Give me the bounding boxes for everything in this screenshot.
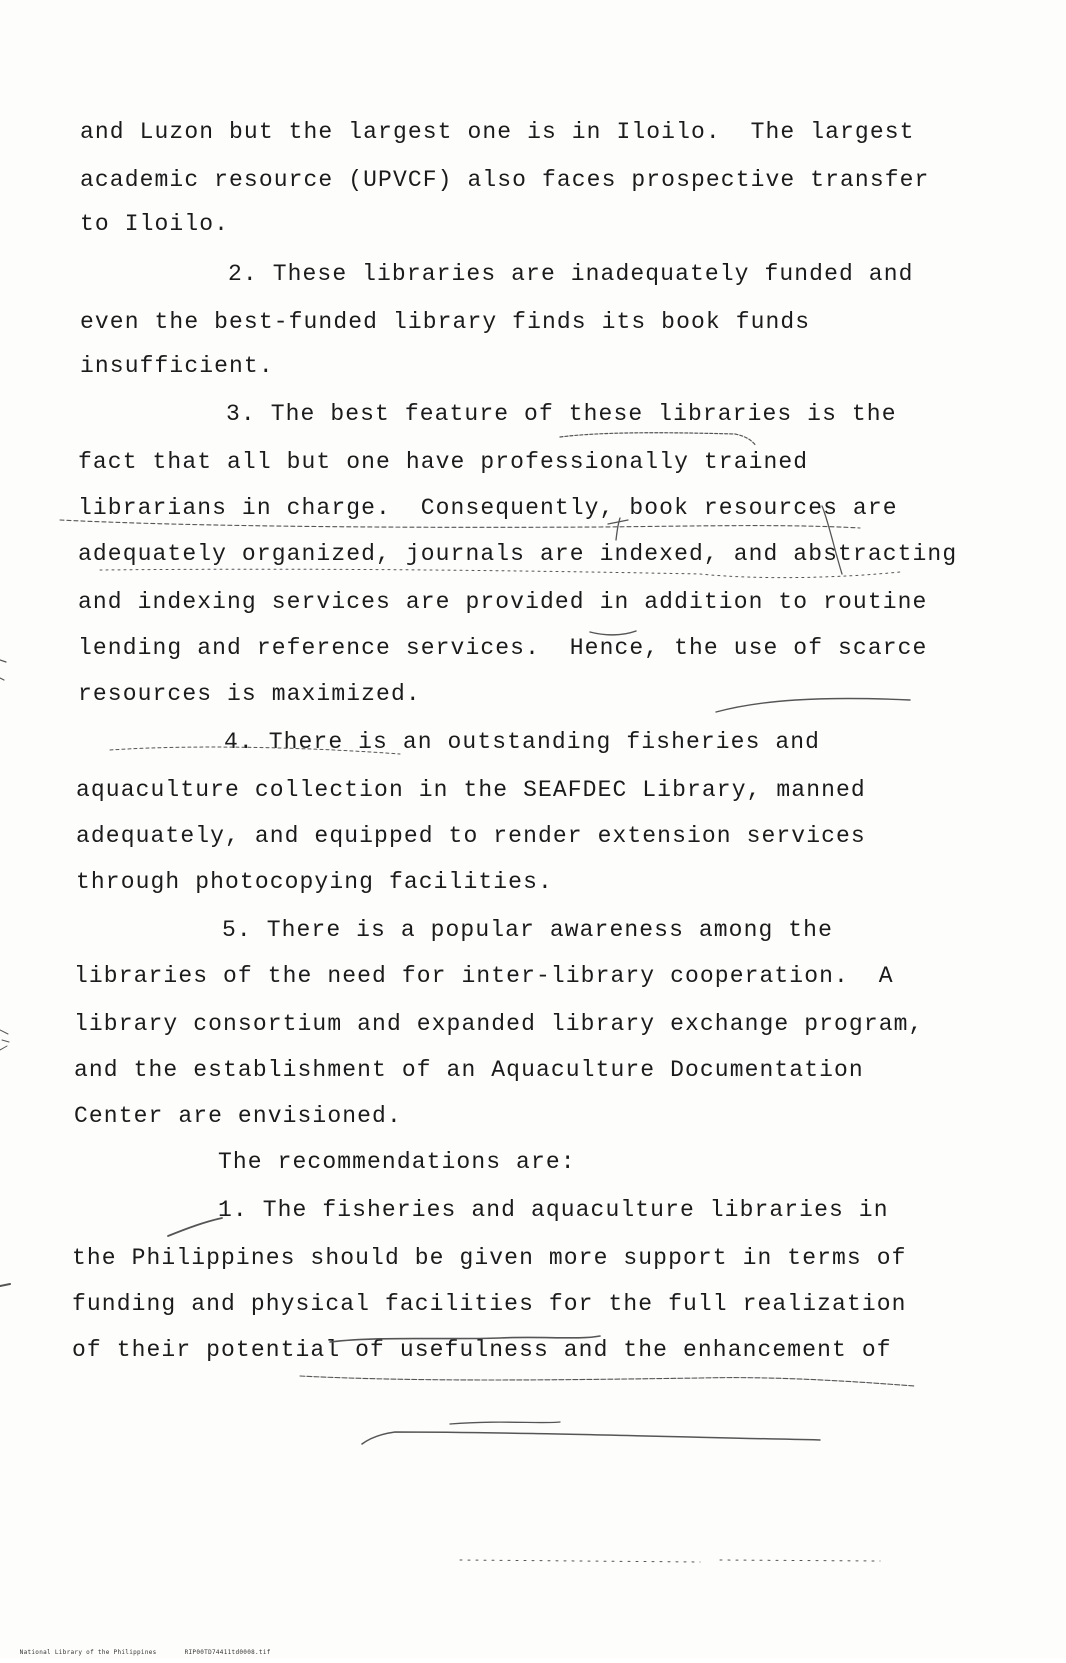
text-line: 4. There is an outstanding fisheries and [224, 729, 821, 755]
text-line: insufficient. [80, 353, 274, 379]
text-line: and indexing services are provided in addition to routine [78, 589, 928, 615]
text-line: 3. The best feature of these libraries is the [226, 401, 897, 427]
text-line: even the best-funded library finds its book funds [80, 309, 811, 335]
text-line: library consortium and expanded library exchange program, [74, 1011, 924, 1037]
footer-file-id: RIP00TD74411td0008.tif [184, 1649, 271, 1656]
speck-mark [460, 1560, 880, 1562]
underline-mark [560, 433, 756, 446]
text-line: 2. These libraries are inadequately funded and [228, 261, 914, 287]
text-line: libraries of the need for inter-library cooperation. A [74, 963, 894, 989]
text-line: librarians in charge. Consequently, book resources are [78, 495, 898, 521]
scan-footer [4, 1642, 299, 1663]
text-line: The recommendations are: [218, 1149, 576, 1175]
underline-mark [450, 1422, 560, 1424]
text-line: aquaculture collection in the SEAFDEC Library, manned [76, 777, 866, 803]
underline-mark [716, 699, 910, 713]
text-line: Center are envisioned. [74, 1103, 402, 1129]
text-line: fact that all but one have professionally trained [78, 449, 809, 475]
text-line: the Philippines should be given more support in terms of [72, 1245, 907, 1271]
underline-mark [300, 1376, 915, 1386]
text-line: of their potential of usefulness and the enhancement of [72, 1337, 892, 1363]
text-line: to Iloilo. [80, 211, 230, 237]
text-line: 1. The fisheries and aquaculture libraries in [218, 1197, 889, 1223]
margin-mark [0, 660, 6, 680]
text-line: 5. There is a popular awareness among the [222, 917, 833, 943]
text-line: resources is maximized. [78, 681, 421, 707]
footer-source: National Library of the Philippines [19, 1649, 157, 1656]
text-line: through photocopying facilities. [76, 869, 553, 895]
margin-mark [0, 1030, 9, 1050]
underline-mark [100, 569, 900, 577]
check-mark [168, 1218, 222, 1236]
text-line: funding and physical facilities for the full realization [72, 1291, 907, 1317]
text-line: academic resource (UPVCF) also faces prospective transfer [80, 167, 930, 193]
margin-mark [0, 1284, 10, 1286]
text-line: lending and reference services. Hence, the use of scarce [78, 635, 928, 661]
text-line: adequately, and equipped to render extension services [76, 823, 866, 849]
text-line: adequately organized, journals are indexed, and abstracting [78, 541, 958, 567]
text-line: and the establishment of an Aquaculture Documentation [74, 1057, 864, 1083]
bracket-mark [362, 1432, 820, 1444]
text-line: and Luzon but the largest one is in Iloilo. The largest [80, 119, 915, 145]
